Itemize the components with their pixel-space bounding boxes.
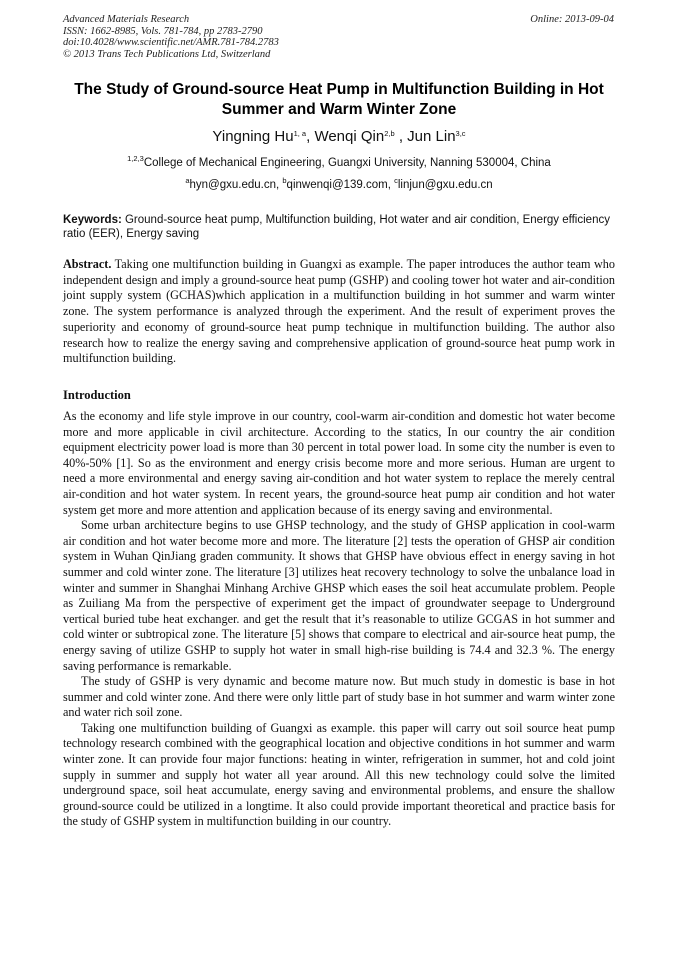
author-name: Yingning Hu (212, 128, 294, 145)
email-link[interactable]: qinwenqi@139.com, (286, 179, 395, 191)
author-separator: , (394, 128, 408, 145)
introduction-body (63, 409, 615, 830)
author-separator: , (306, 128, 315, 145)
affiliation-superscript: 1,2,3 (127, 154, 144, 163)
email-superscript: a (185, 176, 190, 185)
email-superscript: b (282, 176, 287, 185)
keywords-label: Keywords: (63, 214, 122, 226)
abstract-text: Taking one multifunction building in Guangxi as example. The paper introduces the author team who independent design and imply a ground-source heat pump (GSHP) and cooling tower hot water and air-condition joint supply system (GCHAS)which application in a multifunction building in hot summer and warm winter zone. The system performance is analyzed through the experiment. And the result of experiment proves the superiority and economy of ground-source heat pump technique in multifunction building. The author also research how to realize the energy saving and comprehensive application of ground-source heat pump work in multifunction building. (63, 257, 615, 366)
author-superscript: 2,b (384, 129, 395, 138)
email-link[interactable]: hyn@gxu.edu.cn, (189, 179, 283, 191)
affiliation (0, 156, 678, 171)
keywords-text: Ground-source heat pump, Multifunction building, Hot water and air condition, Energy efficiency ratio (EER), Energy saving (63, 214, 610, 240)
paragraph: Some urban architecture begins to use GHSP technology, and the study of GHSP application in cool-warm air condition and hot water become more and more. The literature [2] tests the operation of GHSP air condition system in Wuhan QinJiang graden community. It shows that GHSP have obvious effect in energy saving in hot summer and cold winter zone. The literature [3] utilizes heat recovery technology to solve the unbalance load in winter and summer in Shanghai Minhang Archive GHSP which eases the soil heat accumulate problem. People as Zuiliang Ma from the perspective of experiment get the impact of groundwater seepage to Underground vertical buried tube heat exchanger. and get the result that it’s reasonable to utilize GCGAS in hot summer and cold winter or subtropical zone. The literature [5] shows that compare to electrical and air-source heat pump, the energy saving of utilize GSHP to supply hot water in small high-rise building is 74.4 and 32.3 %. The energy saving performance is remarkable. (63, 518, 615, 673)
journal-name: Advanced Materials Research (63, 14, 190, 25)
doi-line[interactable]: doi:10.4028/www.scientific.net/AMR.781-784.2783 (63, 37, 279, 48)
abstract-section (63, 257, 615, 367)
author-name: Wenqi Qin (314, 128, 385, 145)
author-emails (0, 178, 678, 193)
online-date: Online: 2013-09-04 (530, 14, 614, 25)
paper-title: The Study of Ground-source Heat Pump in Multifunction Building in Hot Summer and Warm Winter Zone (74, 81, 604, 118)
paragraph: Taking one multifunction building of Guangxi as example. this paper will carry out soil source heat pump technology research combined with the geographical location and objective conditions in hot summer and warm winter zone. It can provide four major functions: heating in winter, refrigeration in summer, hot and cold joint supply in summer and supply hot water all year around. All this new technology could solve the limited underground space, soil heat accumulate, energy saving and environmental problems, and ensure the shallow ground-source could be utilized in a longtime. It also could provide important theoretical and practice basis for the study of GSHP system in multifunction building in our country. (63, 720, 615, 829)
email-link[interactable]: linjun@gxu.edu.cn (397, 179, 493, 191)
abstract-label: Abstract. (63, 257, 112, 271)
journal-header (63, 14, 279, 60)
affiliation-text: College of Mechanical Engineering, Guangxi University, Nanning 530004, China (143, 157, 551, 169)
keywords-section (63, 213, 615, 241)
email-superscript: c (394, 176, 398, 185)
issn-line: ISSN: 1662-8985, Vols. 781-784, pp 2783-2790 (63, 25, 263, 37)
author-list (0, 127, 678, 147)
paragraph: The study of GSHP is very dynamic and become mature now. But much study in domestic is base in hot summer and cold winter zone. And there were only little part of study base in hot summer and warm winter zone and water rich soil zone. (63, 674, 615, 720)
paragraph: As the economy and life style improve in our country, cool-warm air-condition and domestic hot water become more and more applicable in civil architecture. According to the statics, In our country the air condition equipment electricity power load is more than 30 percent in total power load. In some city the number is even to 40%-50% [1]. So as the environment and energy crisis become more and more serious. Human are urgent to need a more environmental and energy saving air-condition and hot water system to replace the merely central air-condition and hot water system. In recent years, the ground-source heat pump air condition and hot water system get more and more attention and application because of its energy saving and environmental. (63, 409, 615, 517)
author-superscript: 3,c (455, 129, 466, 138)
author-superscript: 1, a (293, 129, 307, 138)
author-name: Jun Lin (407, 128, 456, 145)
copyright-line: © 2013 Trans Tech Publications Ltd, Switzerland (63, 48, 271, 60)
section-heading-introduction: Introduction (63, 388, 131, 402)
